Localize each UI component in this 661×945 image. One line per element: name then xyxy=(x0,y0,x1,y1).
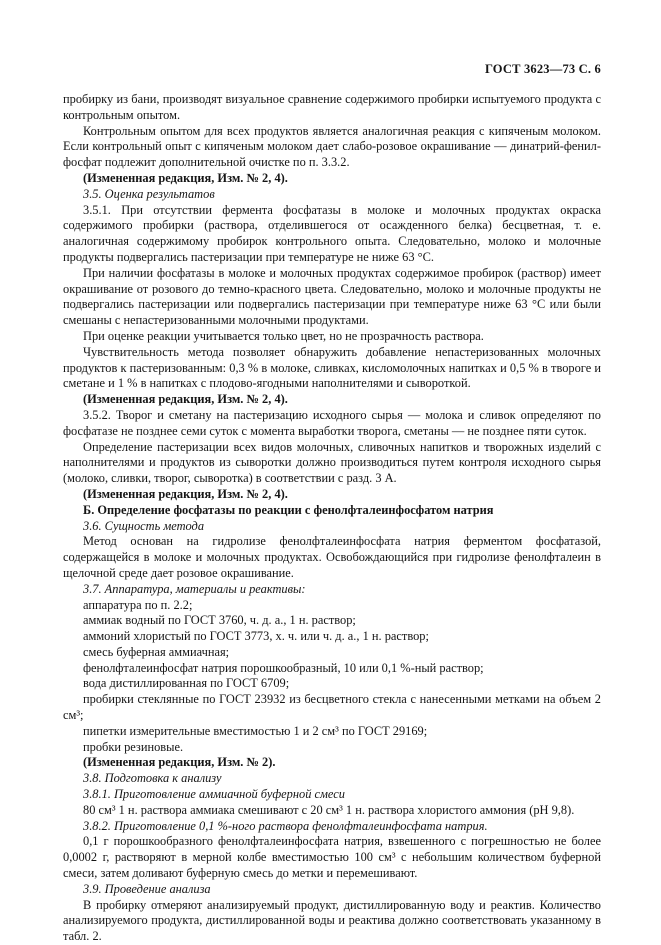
paragraph: 0,1 г порошкообразного фенолфталеинфосфата натрия, взвешенного с погрешностью не более 0,0002 г, растворяют в мерной колбе вместимостью 100 см³ с небольшим количеством буферной смеси, затем доливают буферную смесь до метки и перемешивают. xyxy=(63,834,601,881)
amendment-note: (Измененная редакция, Изм. № 2, 4). xyxy=(83,392,288,407)
paragraph-continuation: пробирку из бани, производят визуальное сравнение содержимого пробирки испытуемого продукта с контрольным опытом. xyxy=(63,92,601,122)
document-body xyxy=(63,92,601,945)
list-item: смесь буферная аммиачная; xyxy=(83,644,230,659)
list-item: аммоний хлористый по ГОСТ 3773, х. ч. или ч. д. а., 1 н. раствор; xyxy=(83,629,429,644)
list-item: вода дистиллированная по ГОСТ 6709; xyxy=(83,676,290,691)
list-item: пробки резиновые. xyxy=(83,739,184,754)
paragraph: При наличии фосфатазы в молоке и молочных продуктах содержимое пробирок (раствор) имеет окрашивание от розового до темно-красного цвета. Следовательно, молоко и молочные продукты не подвергались пастеризации или подвергались пастеризации при температуре ниже 63 °С или были смешаны с непастеризованными молочными продуктами. xyxy=(63,265,601,328)
section-3-8-heading: 3.8. Подготовка к анализу xyxy=(83,771,222,786)
section-3-6-heading: 3.6. Сущность метода xyxy=(83,518,205,533)
section-3-9-heading: 3.9. Проведение анализа xyxy=(83,881,211,896)
list-item: пробирки стеклянные по ГОСТ 23932 из бесцветного стекла с нанесенными метками на объем 2 см³; xyxy=(63,692,601,723)
section-3-7-heading: 3.7. Аппаратура, материалы и реактивы: xyxy=(83,581,306,596)
amendment-note: (Измененная редакция, Изм. № 2, 4). xyxy=(83,486,288,501)
section-3-8-2-heading: 3.8.2. Приготовление 0,1 %-ного раствора фенолфталеинфосфата натрия. xyxy=(83,818,488,833)
paragraph: Чувствительность метода позволяет обнаружить добавление непастеризованных молочных продуктов к пастеризованным: 0,3 % в молоке, сливках, кисломолочных напитках и 0,5 % в твороге и сметане и 1 % в напитках с плодово-ягодными наполнителями и сывороткой. xyxy=(63,344,601,391)
paragraph: При оценке реакции учитывается только цвет, но не прозрачность раствора. xyxy=(83,328,484,343)
list-item: пипетки измерительные вместимостью 1 и 2 см³ по ГОСТ 29169; xyxy=(83,723,428,738)
section-3-8-1-heading: 3.8.1. Приготовление аммиачной буферной смеси xyxy=(83,787,345,802)
paragraph: Определение пастеризации всех видов молочных, сливочных напитков и творожных изделий с наполнителями и продуктов из сыворотки должно производиться путем контроля исходного сырья (молоко, сливки, творог, сыворотка) в соответствии с разд. 3 А. xyxy=(63,439,601,486)
amendment-note: (Измененная редакция, Изм. № 2). xyxy=(83,755,276,770)
paragraph: 80 см³ 1 н. раствора аммиака смешивают с 20 см³ 1 н. раствора хлористого аммония (рН 9,8). xyxy=(83,802,575,817)
paragraph: В пробирку отмеряют анализируемый продукт, дистиллированную воду и реактив. Количество анализируемого продукта, дистиллированной воды и реактива должно соответствовать указанному в табл. 2. xyxy=(63,897,601,944)
section-b-heading: Б. Определение фосфатазы по реакции с фенолфталеинфосфатом натрия xyxy=(83,502,494,517)
section-3-5-heading: 3.5. Оценка результатов xyxy=(83,186,215,201)
list-item: фенолфталеинфосфат натрия порошкообразный, 10 или 0,1 %-ный раствор; xyxy=(83,660,484,675)
page-header: ГОСТ 3623—73 С. 6 xyxy=(484,62,601,76)
list-item: аппаратура по п. 2.2; xyxy=(83,597,193,612)
paragraph: Метод основан на гидролизе фенолфталеинфосфата натрия ферментом фосфатазой, содержащейся в молоке и молочных продуктах. Освобождающийся при гидролизе фенолфталеин в щелочной среде дает розовое окрашивание. xyxy=(63,534,601,580)
paragraph: Контрольным опытом для всех продуктов является аналогичная реакция с кипяченым молоком. Если контрольный опыт с кипяченым молоком дает слабо-розовое окрашивание — динатрий-фенил-фосфат подлежит дополнительной очистке по п. 3.3.2. xyxy=(63,123,601,170)
paragraph: 3.5.1. При отсутствии фермента фосфатазы в молоке и молочных продуктах окраска содержимого пробирки (раствора, отделившегося от осажденного белка) бесцветная, т. е. аналогичная содержимому пробирок контрольного опыта. Следовательно, молоко и молочные продукты подвергались пастеризации при температуре не ниже 63 °С. xyxy=(63,202,601,264)
amendment-note: (Измененная редакция, Изм. № 2, 4). xyxy=(83,170,288,185)
list-item: аммиак водный по ГОСТ 3760, ч. д. а., 1 н. раствор; xyxy=(83,613,356,628)
paragraph: 3.5.2. Творог и сметану на пастеризацию исходного сырья — молока и сливок определяют по фосфатазе не позднее семи суток с момента выработки творога, сметаны — не позднее пяти суток. xyxy=(63,407,601,438)
